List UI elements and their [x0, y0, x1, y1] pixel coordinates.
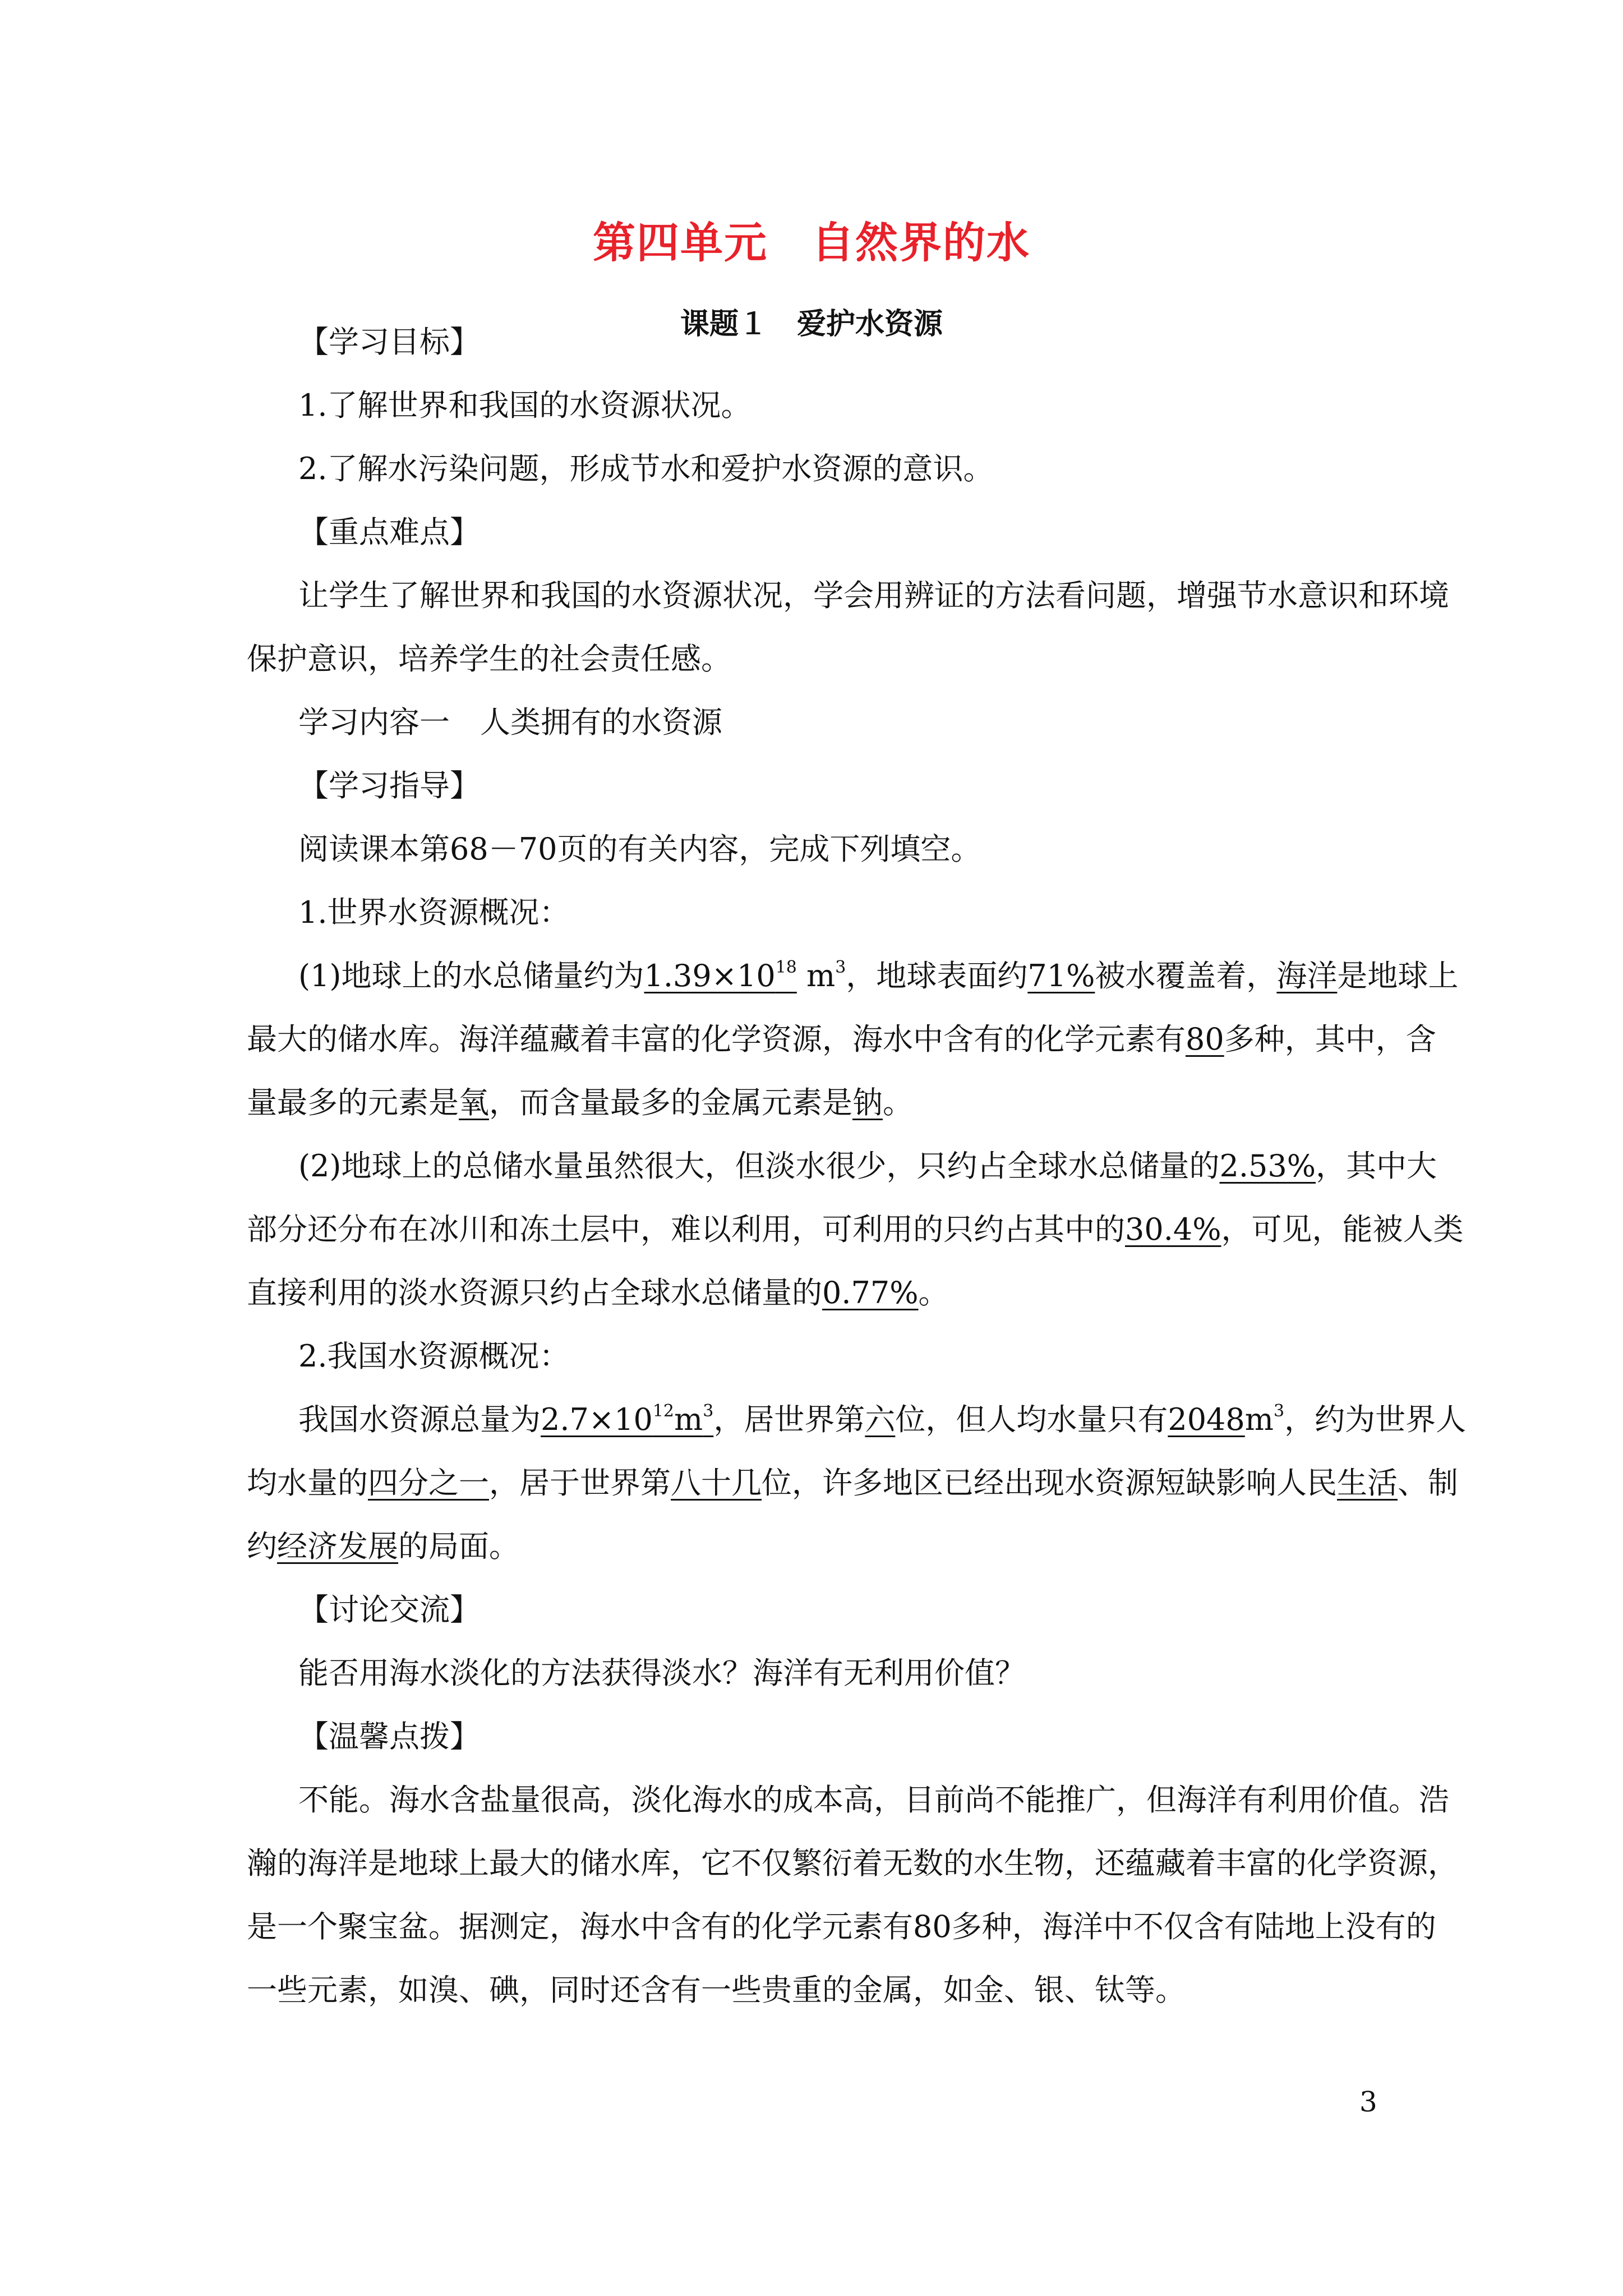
key-points-line-2: 保护意识，培养学生的社会责任感。: [247, 641, 731, 677]
answer-blank: 钠: [852, 1085, 883, 1120]
guide-text: 阅读课本第68－70页的有关内容，完成下列填空。: [298, 831, 981, 867]
para1-line-1: (1)地球上的水总储量约为$1.39\times 10^{18}$ $m^3$，地球表面约71%被水覆盖着，海洋是地球上: [298, 958, 1459, 993]
answer-blank: 80: [1186, 1022, 1224, 1057]
answer-blank: 71%: [1027, 958, 1095, 993]
section-world-water: 1.世界水资源概况：: [298, 895, 570, 930]
goal-1: 1.了解世界和我国的水资源状况。: [298, 388, 751, 423]
tips-line-2: 瀚的海洋是地球上最大的储水库，它不仅繁衍着无数的水生物，还蕴藏着丰富的化学资源，: [247, 1846, 1458, 1881]
answer-blank: 经济发展: [277, 1529, 398, 1564]
heading-goals: 【学习目标】: [298, 324, 480, 360]
para3-line-3: 约经济发展的局面。: [247, 1529, 519, 1564]
answer-blank: $2.7\times 10^{12}m^3$: [541, 1401, 714, 1437]
page-number: 3: [1359, 2086, 1377, 2118]
heading-key-points: 【重点难点】: [298, 514, 480, 550]
para2-line-2: 部分还分布在冰川和冻土层中，难以利用，可利用的只约占其中的30.4%，可见，能被人类: [247, 1212, 1464, 1247]
answer-blank: 2.53%: [1219, 1148, 1316, 1184]
para2-line-1: (2)地球上的总储水量虽然很大，但淡水很少，只约占全球水总储量的2.53%，其中大: [298, 1148, 1437, 1184]
para3-line-2: 均水量的四分之一，居于世界第八十几位，许多地区已经出现水资源短缺影响人民生活、制: [247, 1465, 1458, 1501]
para2-line-3: 直接利用的淡水资源只约占全球水总储量的0.77%。: [247, 1275, 949, 1310]
section-china-water: 2.我国水资源概况：: [298, 1338, 570, 1374]
discussion-question: 能否用海水淡化的方法获得淡水？海洋有无利用价值？: [298, 1655, 1025, 1691]
answer-blank: 八十几: [671, 1465, 762, 1501]
heading-discussion: 【讨论交流】: [298, 1592, 480, 1627]
heading-tips: 【温馨点拨】: [298, 1719, 480, 1754]
content-heading-1: 学习内容一 人类拥有的水资源: [298, 705, 722, 740]
lesson-title: 课题１ 爱护水资源: [680, 307, 943, 341]
answer-blank: 六: [865, 1402, 896, 1437]
answer-blank: $1.39\times 10^{18}$: [644, 958, 797, 993]
answer-blank: 生活: [1337, 1465, 1398, 1501]
key-points-line-1: 让学生了解世界和我国的水资源状况，学会用辨证的方法看问题，增强节水意识和环境: [298, 578, 1449, 613]
para1-line-3: 量最多的元素是氧，而含量最多的金属元素是钠。: [247, 1085, 913, 1120]
answer-blank: 0.77%: [822, 1275, 919, 1310]
tips-line-3: 是一个聚宝盆。据测定，海水中含有的化学元素有80多种，海洋中不仅含有陆地上没有的: [247, 1909, 1436, 1944]
answer-blank: 四分之一: [368, 1465, 489, 1501]
answer-blank: 2048: [1168, 1402, 1245, 1437]
tips-line-1: 不能。海水含盐量很高，淡化海水的成本高，目前尚不能推广，但海洋有利用价值。浩: [298, 1782, 1449, 1818]
answer-blank: 30.4%: [1125, 1212, 1221, 1247]
answer-blank: 海洋: [1276, 958, 1338, 993]
answer-blank: 氧: [459, 1085, 489, 1120]
tips-line-4: 一些元素，如溴、碘，同时还含有一些贵重的金属，如金、银、钛等。: [247, 1972, 1186, 2008]
para1-line-2: 最大的储水库。海洋蕴藏着丰富的化学资源，海水中含有的化学元素有80多种，其中，含: [247, 1022, 1436, 1057]
unit-title: 第四单元 自然界的水: [593, 218, 1030, 268]
para3-line-1: 我国水资源总量为$2.7\times 10^{12}m^3$，居世界第六位，但人均水量只有$2048m^3$，约为世界人: [298, 1401, 1467, 1437]
heading-guide: 【学习指导】: [298, 768, 480, 803]
goal-2: 2.了解水污染问题，形成节水和爱护水资源的意识。: [298, 451, 994, 486]
